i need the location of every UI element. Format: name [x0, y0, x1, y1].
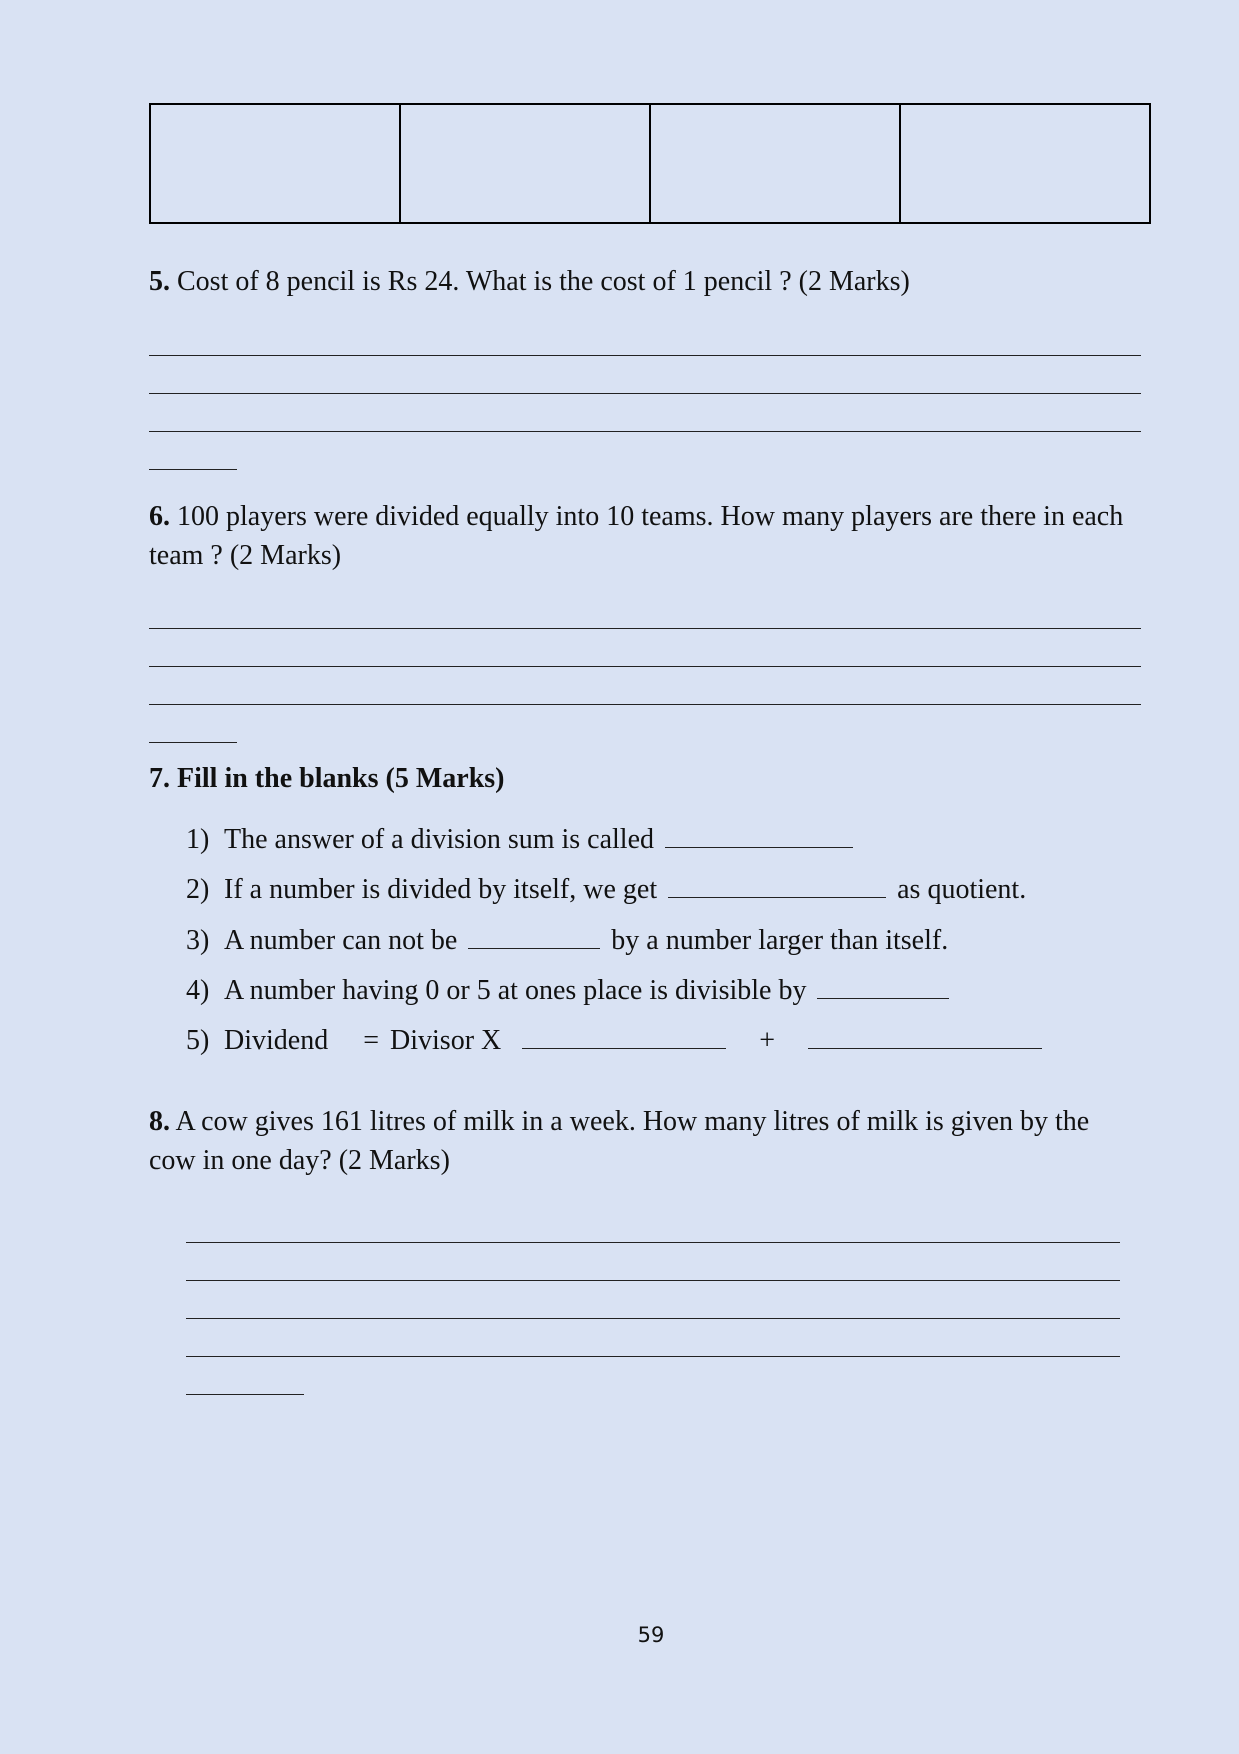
question-text: 100 players were divided equally into 10 teams. How many players are there in each team ? (2 Marks): [149, 501, 1124, 571]
answer-line[interactable]: [149, 666, 1141, 667]
answer-line[interactable]: [186, 1280, 1120, 1281]
item-number: 2): [186, 874, 210, 905]
answer-line[interactable]: [186, 1356, 1120, 1357]
answer-line[interactable]: [149, 704, 1141, 705]
item-text: by a number larger than itself.: [611, 925, 949, 956]
table-row: [150, 104, 1150, 223]
question-number: 5.: [149, 266, 170, 297]
answer-line[interactable]: [149, 742, 237, 743]
answer-line[interactable]: [149, 628, 1141, 629]
table-cell[interactable]: [650, 104, 900, 223]
answer-line[interactable]: [149, 393, 1141, 394]
question-8: [149, 1102, 1119, 1180]
question-5: [149, 262, 1134, 301]
item-text: A number can not be: [224, 925, 458, 956]
answer-line[interactable]: [186, 1318, 1120, 1319]
question-text: Cost of 8 pencil is Rs 24. What is the cost of 1 pencil ? (2 Marks): [170, 266, 910, 297]
table-cell[interactable]: [150, 104, 400, 223]
blank-field[interactable]: [522, 1022, 726, 1049]
blank-item-3: [186, 921, 948, 960]
answer-line[interactable]: [149, 431, 1141, 432]
blank-field[interactable]: [808, 1022, 1042, 1049]
plus-sign: +: [759, 1025, 776, 1056]
item-text: A number having 0 or 5 at ones place is divisible by: [224, 975, 807, 1006]
answer-line[interactable]: [149, 469, 237, 470]
blank-field[interactable]: [668, 871, 886, 898]
item-text: Dividend: [224, 1025, 329, 1056]
blank-item-2: [186, 870, 1026, 909]
item-text: Divisor X: [390, 1025, 502, 1056]
blank-item-5: [186, 1021, 1046, 1060]
answer-line[interactable]: [186, 1242, 1120, 1243]
item-text: as quotient.: [897, 874, 1027, 905]
question-number: 6.: [149, 501, 170, 532]
item-text: The answer of a division sum is called: [224, 824, 655, 855]
item-number: 1): [186, 824, 210, 855]
blank-field[interactable]: [817, 972, 949, 999]
blank-item-4: [186, 971, 953, 1010]
table-cell[interactable]: [900, 104, 1150, 223]
answer-line[interactable]: [149, 355, 1141, 356]
table-cell[interactable]: [400, 104, 650, 223]
question-number: 8.: [149, 1106, 170, 1137]
item-number: 5): [186, 1025, 210, 1056]
fill-blanks-heading: 7. Fill in the blanks (5 Marks): [149, 763, 505, 794]
equals-sign: =: [363, 1025, 380, 1056]
item-number: 4): [186, 975, 210, 1006]
question-6: [149, 497, 1129, 575]
blank-item-1: [186, 820, 857, 859]
question-text: A cow gives 161 litres of milk in a week. How many litres of milk is given by the cow in one day? (2 Marks): [149, 1106, 1090, 1176]
item-number: 3): [186, 925, 210, 956]
blank-field[interactable]: [665, 821, 853, 848]
answer-line[interactable]: [186, 1394, 304, 1395]
item-text: If a number is divided by itself, we get: [224, 874, 658, 905]
answer-grid-table: [149, 103, 1151, 224]
blank-field[interactable]: [468, 922, 600, 949]
page-number: 59: [637, 1623, 665, 1647]
